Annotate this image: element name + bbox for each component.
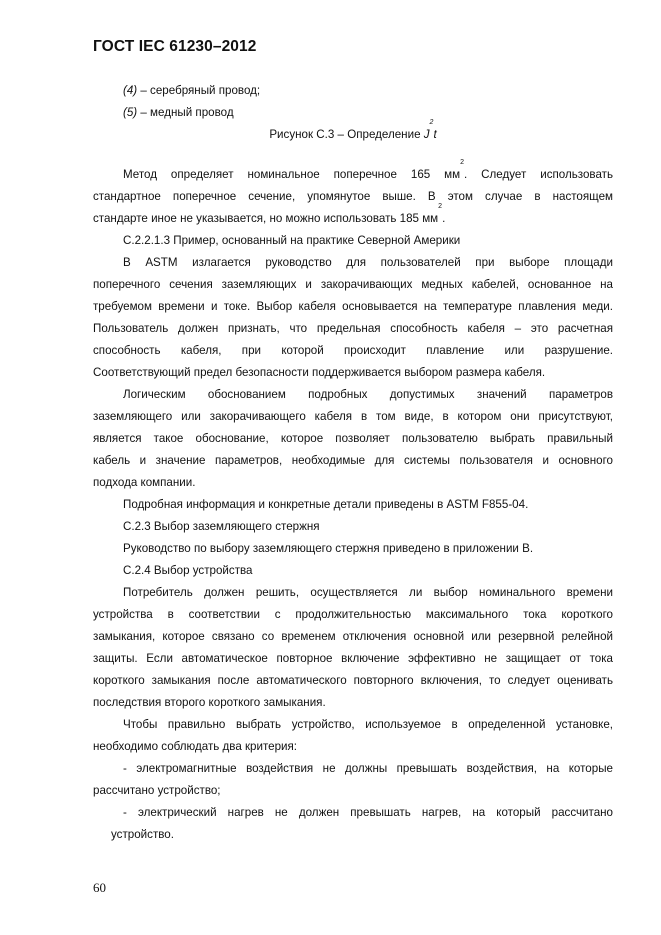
figure-legend-item: (4) – серебряный провод; — [123, 84, 261, 97]
spacer — [93, 146, 613, 164]
section-heading: С.2.3 Выбор заземляющего стержня — [123, 520, 320, 533]
paragraph-line: замыкания, которое связано со временем отключения основной или резервной релейной — [93, 630, 613, 643]
paragraph-line: В ASTM излагается руководство для пользователей при выборе площади — [123, 256, 613, 269]
paragraph-line: Руководство по выбору заземляющего стержня приведено в приложении В. — [123, 542, 534, 555]
paragraph-line: подхода компании. — [93, 476, 196, 489]
list-item: - электрический нагрев не должен превышать нагрев, на который рассчитано — [123, 806, 613, 819]
paragraph-line: стандарте иное не указывается, но можно использовать 185 $мм^2$. — [93, 203, 446, 225]
section-heading: С.2.4 Выбор устройства — [123, 564, 253, 577]
paragraph-line: последствия второго короткого замыкания. — [93, 696, 326, 709]
paragraph-line: кабель и значение параметров, необходимые для системы пользователя и основного — [93, 454, 613, 467]
paragraph-line: является такое обоснование, которое позволяет пользователю выбрать правильный — [93, 432, 613, 445]
figure-legend-item: (5) – медный провод — [123, 106, 234, 119]
paragraph-line: способность кабеля, при которой происходит плавление или разрушение. — [93, 344, 613, 357]
figure-caption: Рисунок С.3 – Определение $J^2t$ — [269, 119, 437, 141]
list-item: - электромагнитные воздействия не должны превышать воздействия, на которые — [123, 762, 613, 775]
paragraph-line: Соответствующий предел безопасности поддерживается выбором размера кабеля. — [93, 366, 546, 379]
paragraph-line: стандартное поперечное сечение, упомянутое выше. В этом случае в настоящем — [93, 190, 613, 203]
paragraph-line: Метод определяет номинальное поперечное 165 $мм^2$. Следует использовать — [123, 159, 613, 181]
paragraph-line: защиты. Если автоматическое повторное включение эффективно не защищает от тока — [93, 652, 613, 665]
list-item-continuation: рассчитано устройство; — [93, 784, 221, 797]
paragraph-line: устройства в соответствии с продолжительностью максимального тока короткого — [93, 608, 613, 621]
paragraph-line: требуемом времени и токе. Выбор кабеля основывается на температуре плавления меди. — [93, 300, 613, 313]
list-item-continuation: устройство. — [111, 828, 174, 841]
page-number: 60 — [93, 880, 106, 895]
paragraph-line: необходимо соблюдать два критерия: — [93, 740, 298, 753]
document-header: ГОСТ IEC 61230–2012 — [93, 38, 257, 55]
paragraph-line: Чтобы правильно выбрать устройство, используемое в определенной установке, — [123, 718, 613, 731]
paragraph-line: Логическим обоснованием подробных допустимых значений параметров — [123, 388, 613, 401]
paragraph-line: Потребитель должен решить, осуществляется ли выбор номинального времени — [123, 586, 613, 599]
paragraph-line: Пользователь должен признать, что предельная способность кабеля – это расчетная — [93, 322, 613, 335]
paragraph-line: Подробная информация и конкретные детали приведены в ASTM F855-04. — [123, 498, 529, 511]
paragraph-line: заземляющего или закорачивающего кабеля в том виде, в котором они присутствуют, — [93, 410, 613, 423]
paragraph-line: короткого замыкания после автоматического повторного включения, то следует оценивать — [93, 674, 613, 687]
paragraph-line: поперечного сечения заземляющих и закорачивающих медных кабелей, основанное на — [93, 278, 613, 291]
document-body — [93, 80, 613, 846]
section-heading: С.2.2.1.3 Пример, основанный на практике Северной Америки — [123, 234, 461, 247]
